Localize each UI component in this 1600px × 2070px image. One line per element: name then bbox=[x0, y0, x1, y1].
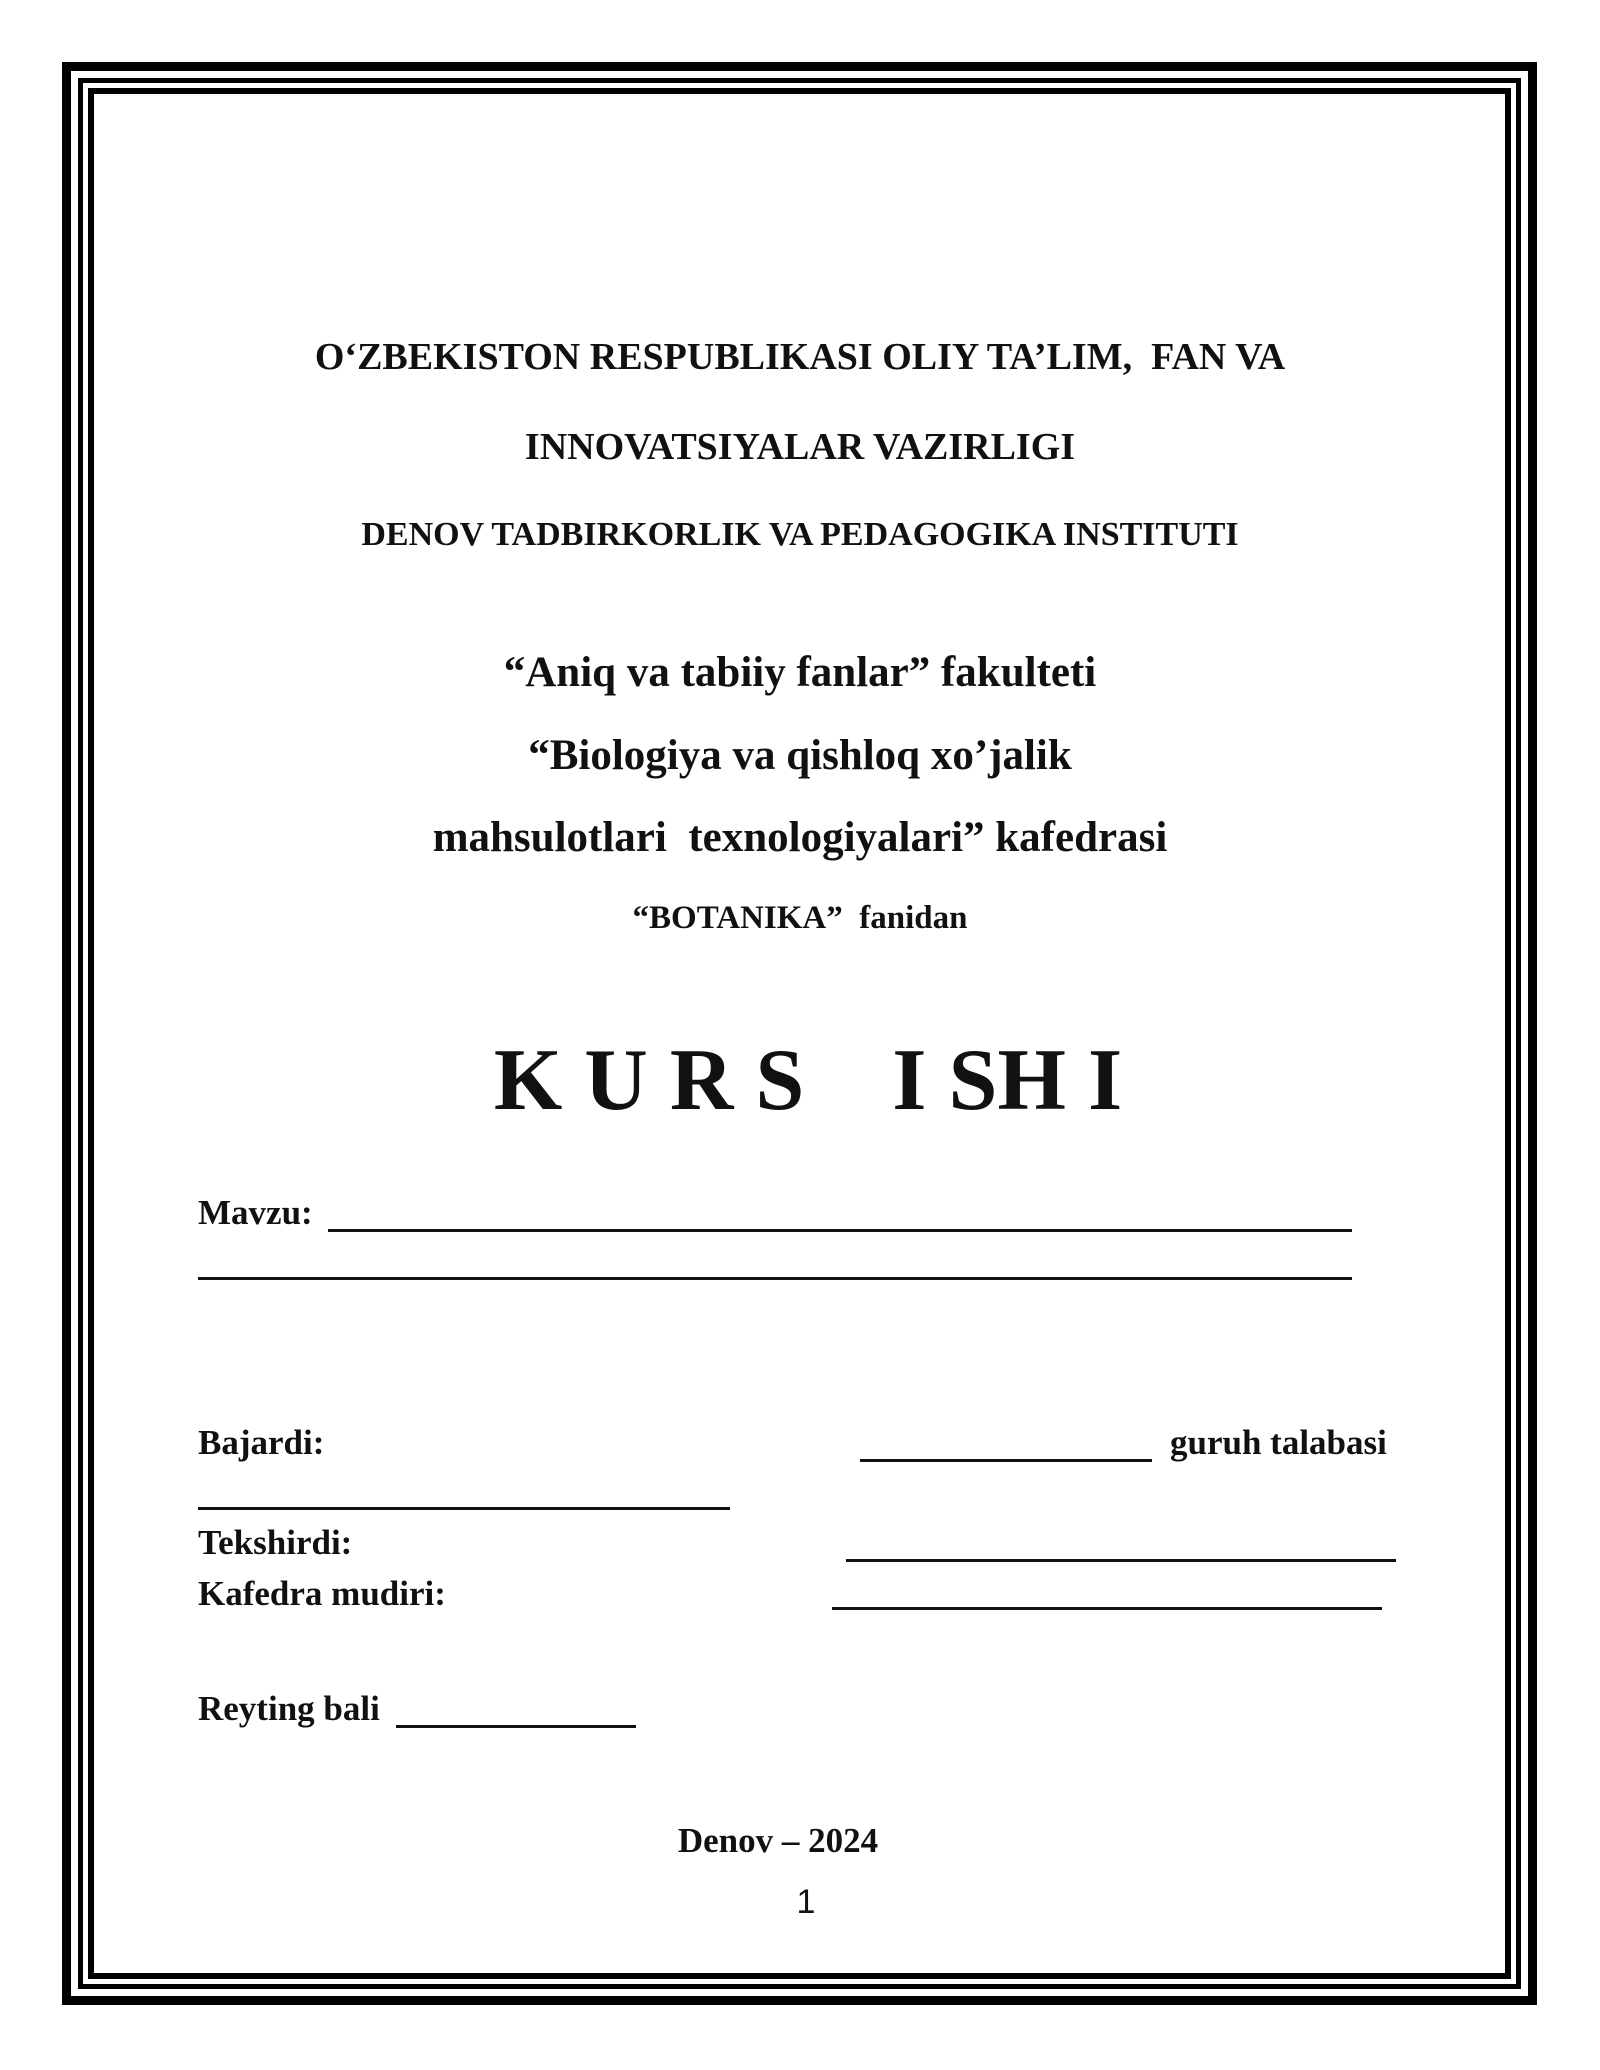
faculty-name: “Aniq va tabiiy fanlar” fakulteti bbox=[503, 649, 1097, 696]
department-line-2: mahsulotlari texnologiyalari” kafedrasi bbox=[432, 814, 1168, 861]
page-number: 1 bbox=[796, 1883, 816, 1921]
institute-name: DENOV TADBIRKORLIK VA PEDAGOGIKA INSTITUTI bbox=[361, 516, 1239, 553]
checked-by-label: Tekshirdi: bbox=[198, 1523, 353, 1562]
document-title: K U R S I SH I bbox=[493, 1032, 1123, 1129]
head-of-department-label: Kafedra mudiri: bbox=[198, 1574, 446, 1613]
topic-fill-line-1 bbox=[328, 1229, 1352, 1232]
topic-label: Mavzu: bbox=[198, 1193, 313, 1232]
student-name-fill-line bbox=[198, 1507, 730, 1510]
department-line-1: “Biologiya va qishloq xo’jalik bbox=[528, 732, 1072, 779]
ministry-line-2: INNOVATSIYALAR VAZIRLIGI bbox=[524, 426, 1076, 468]
checked-by-fill-line bbox=[846, 1559, 1396, 1562]
place-and-year: Denov – 2024 bbox=[677, 1821, 879, 1860]
rating-fill-line bbox=[396, 1725, 636, 1728]
group-fill-line bbox=[860, 1459, 1152, 1462]
performed-by-label: Bajardi: bbox=[198, 1423, 325, 1462]
group-suffix: guruh talabasi bbox=[1170, 1423, 1387, 1462]
rating-label: Reyting bali bbox=[198, 1689, 380, 1728]
ministry-line-1: O‘ZBEKISTON RESPUBLIKASI OLIY TA’LIM, FAN VA bbox=[314, 336, 1286, 378]
head-of-department-fill-line bbox=[832, 1607, 1382, 1610]
topic-fill-line-2 bbox=[198, 1277, 1352, 1280]
subject-line: “BOTANIKA” fanidan bbox=[632, 900, 968, 936]
